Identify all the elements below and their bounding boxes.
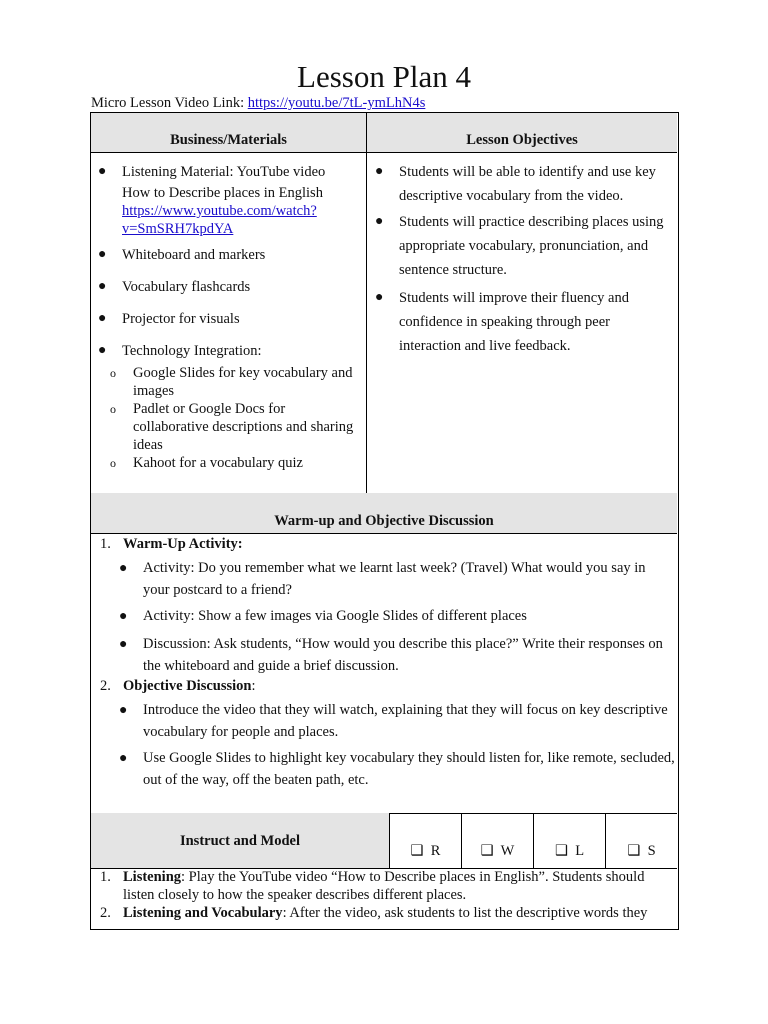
materials-item-projector: ● Projector for visuals — [95, 310, 360, 328]
skill-label: R — [430, 843, 441, 859]
tech-sub-item: o Padlet or Google Docs for collaborative descriptions and sharing ideas — [95, 400, 360, 454]
step-title: Listening — [123, 869, 182, 885]
warmup-bullet: ● Activity: Show a few images via Google Slides of different places — [91, 605, 677, 627]
youtube-link-line1: https://www.youtube.com/watch? — [122, 203, 317, 219]
materials-item-whiteboard: ● Whiteboard and markers — [95, 246, 360, 264]
youtube-link-line2: v=SmSRH7kpdYA — [122, 221, 234, 237]
objective-discussion-bullet: ● Use Google Slides to highlight key vocabulary they should listen for, like remote, secluded, out of the way, off the beaten path, etc. — [91, 747, 677, 791]
warmup-header: Warm-up and Objective Discussion — [91, 493, 677, 534]
skill-checkbox-writing[interactable] — [462, 813, 534, 868]
objective-item: ● Students will improve their fluency and confidence in speaking through peer interaction and live feedback. — [372, 286, 671, 358]
step-number: 2. — [100, 905, 111, 921]
video-title: How to Describe places in English — [122, 185, 323, 201]
skill-label: S — [647, 843, 656, 859]
video-link-line — [91, 94, 425, 112]
materials-objectives-row — [91, 113, 677, 494]
instruct-model-row — [91, 813, 677, 869]
objective-item: ● Students will practice describing places using appropriate vocabulary, pronunciation, and sentence structure. — [372, 210, 671, 282]
materials-column — [91, 113, 367, 493]
objectives-column — [367, 113, 677, 493]
materials-item-listening-details — [95, 184, 360, 238]
materials-list — [91, 153, 366, 472]
objective-item: ● Students will be able to identify and use key descriptive vocabulary from the video. — [372, 160, 671, 208]
instruct-step — [91, 868, 677, 904]
step-text: : After the video, ask students to list the descriptive words they — [282, 905, 648, 921]
warmup-section — [91, 534, 677, 814]
materials-item-listening: ● Listening Material: YouTube video — [95, 160, 360, 184]
warmup-bullet: ● Activity: Do you remember what we learnt last week? (Travel) What would you say in your postcard to a friend? — [91, 557, 677, 601]
objectives-header: Lesson Objectives — [367, 113, 677, 153]
objectives-list — [367, 153, 677, 358]
warmup-step-2: 2. Objective Discussion: — [100, 678, 256, 694]
skill-checkbox-reading[interactable] — [390, 813, 462, 868]
checkbox-icon: ❑ — [410, 843, 424, 859]
warmup-step-1: 1. Warm-Up Activity: — [100, 536, 243, 552]
skill-label: L — [575, 843, 585, 859]
checkbox-icon: ❑ — [554, 843, 568, 859]
warmup-bullet: ● Discussion: Ask students, “How would you describe this place?” Write their responses on the whiteboard and guide a brief discussion. — [91, 633, 677, 677]
step-number: 1. — [100, 869, 111, 885]
video-link-label: Micro Lesson Video Link: — [91, 95, 248, 111]
checkbox-icon: ❑ — [480, 843, 494, 859]
tech-sub-item: o Google Slides for key vocabulary and images — [95, 364, 360, 400]
materials-header: Business/Materials — [91, 113, 366, 153]
warmup-step-2-title: Objective Discussion — [123, 678, 252, 694]
skill-label: W — [500, 843, 515, 859]
instruct-model-header: Instruct and Model — [91, 813, 390, 868]
page-title: Lesson Plan 4 — [297, 59, 471, 94]
video-link[interactable]: https://youtu.be/7tL-ymLhN4s — [247, 95, 426, 111]
instruct-steps — [91, 868, 677, 922]
skill-checkbox-listening[interactable] — [534, 813, 606, 868]
instruct-step — [91, 904, 677, 922]
materials-item-technology: ● Technology Integration: — [95, 342, 360, 360]
step-text: : Play the YouTube video “How to Describe places in English”. Students should listen closely to how the speaker describes different places. — [123, 869, 645, 903]
tech-sub-item: o Kahoot for a vocabulary quiz — [95, 454, 360, 472]
skill-checkbox-speaking[interactable] — [606, 813, 677, 868]
materials-item-flashcards: ● Vocabulary flashcards — [95, 278, 360, 296]
lesson-plan-table — [90, 112, 679, 930]
warmup-step-1-title: Warm-Up Activity: — [123, 536, 243, 552]
checkbox-icon: ❑ — [627, 843, 641, 859]
youtube-link[interactable] — [122, 202, 360, 238]
objective-discussion-bullet: ● Introduce the video that they will watch, explaining that they will focus on key descriptive vocabulary for people and places. — [91, 699, 677, 743]
step-title: Listening and Vocabulary — [123, 905, 283, 921]
